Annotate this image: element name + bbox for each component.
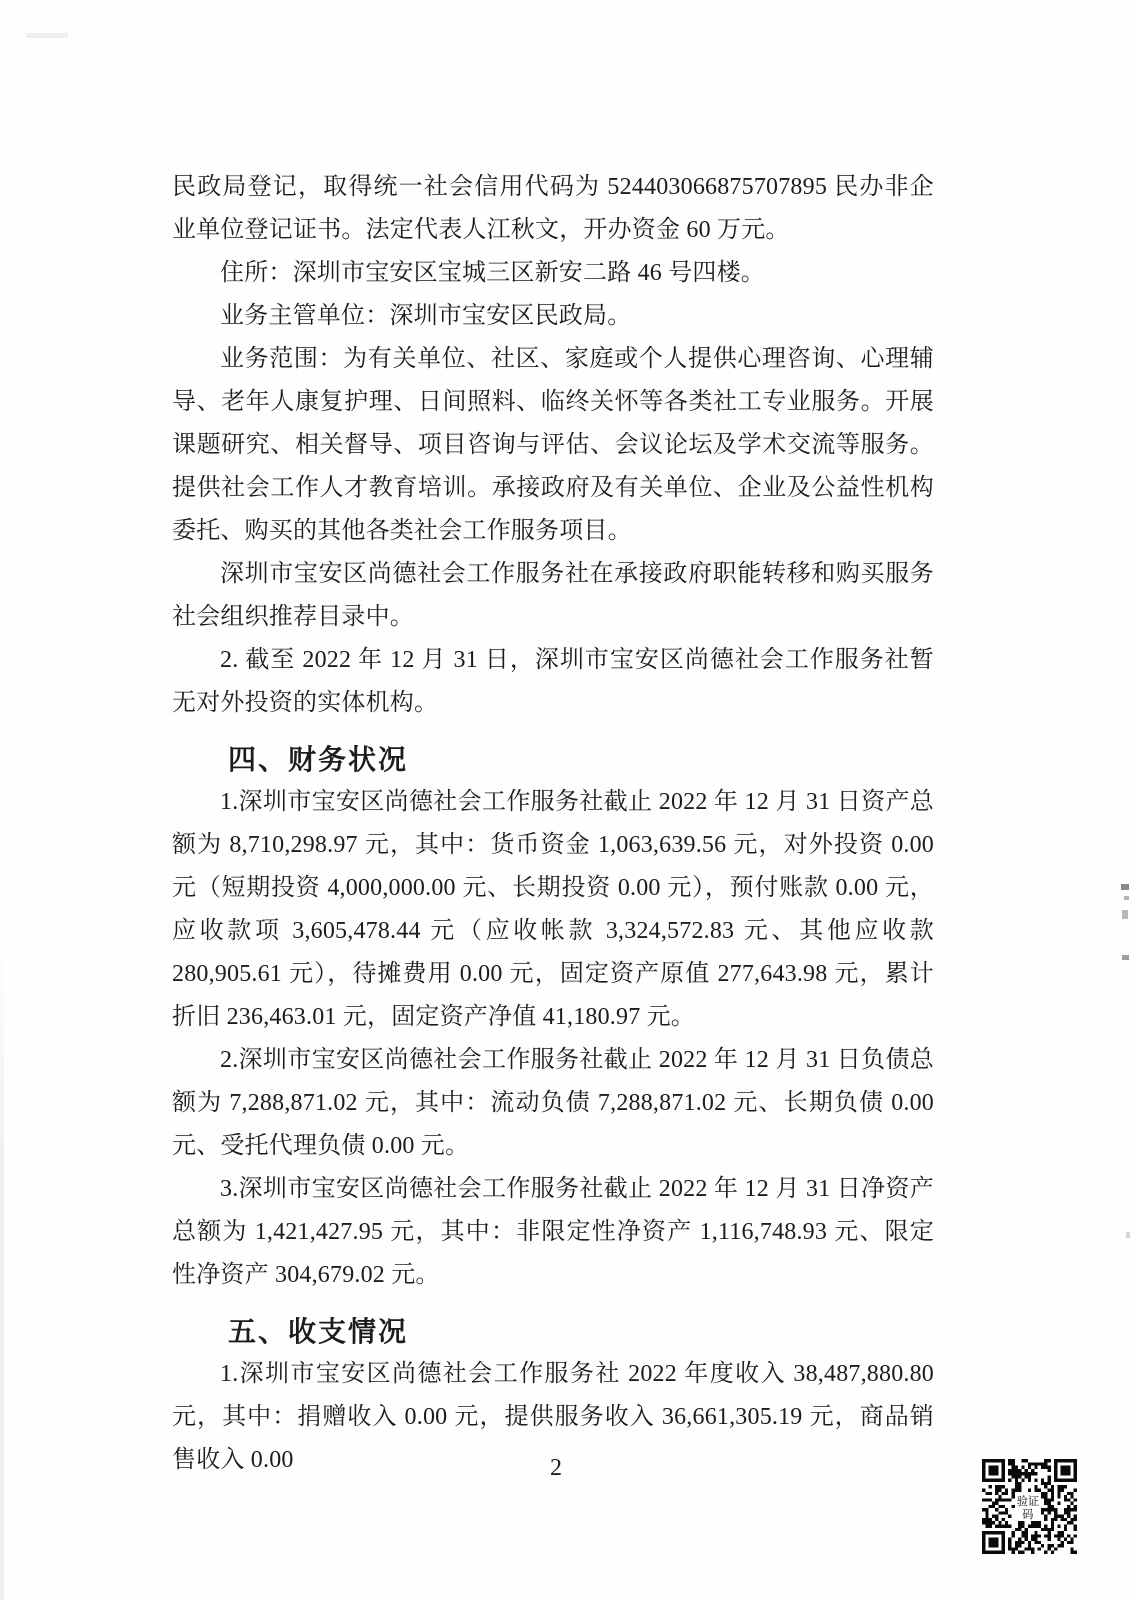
svg-text:码: 码 [1022,1508,1034,1521]
qr-code [982,1458,1077,1555]
paragraph: 3.深圳市宝安区尚德社会工作服务社截止 2022 年 12 月 31 日净资产总额为 1,421,427.95 元，其中：非限定性净资产 1,116,748.93 元、限定性净资产 304,679.02 元。 [172,1176,934,1288]
scan-artifact [26,33,68,38]
section-heading: 四、财务状况 [228,744,409,775]
paragraph: 2.深圳市宝安区尚德社会工作服务社截止 2022 年 12 月 31 日负债总额为 7,288,871.02 元，其中：流动负债 7,288,871.02 元、长期负债 0.00 元、受托代理负债 0.00 元。 [172,1047,934,1159]
paragraph: 民政局登记，取得统一社会信用代码为 524403066875707895 民办非企业单位登记证书。法定代表人江秋文，开办资金 60 万元。 [172,174,934,243]
scan-artifact [1124,896,1129,900]
qr-code-image [982,1458,1077,1555]
paragraph: 业务主管单位：深圳市宝安区民政局。 [220,303,632,329]
section-heading: 五、收支情况 [228,1316,409,1347]
paragraph: 业务范围：为有关单位、社区、家庭或个人提供心理咨询、心理辅导、老年人康复护理、日间照料、临终关怀等各类社工专业服务。开展课题研究、相关督导、项目咨询与评估、会议论坛及学术交流等服务。提供社会工作人才教育培训。承接政府及有关单位、企业及公益性机构委托、购买的其他各类社会工作服务项目。 [172,346,934,544]
paragraph: 2. 截至 2022 年 12 月 31 日，深圳市宝安区尚德社会工作服务社暂无对外投资的实体机构。 [172,647,934,716]
scan-artifact [1122,910,1128,919]
paragraph: 1.深圳市宝安区尚德社会工作服务社 2022 年度收入 38,487,880.80 元，其中：捐赠收入 0.00 元，提供服务收入 36,661,305.19 元，商品销售收入 0.00 [172,1361,934,1473]
paragraph: 1.深圳市宝安区尚德社会工作服务社截止 2022 年 12 月 31 日资产总额为 8,710,298.97 元，其中：货币资金 1,063,639.56 元，对外投资 0.00 元（短期投资 4,000,000.00 元、长期投资 0.00 元），预付账款 0.00 元，应收款项 3,605,478.44 元（应收帐款 3,324,572.83 元、其他应收款 280,905.61 元），待摊费用 0.00 元，固定资产原值 277,643.98 元，累计折旧 236,463.01 元，固定资产净值 41,180.97 元。 [172,789,934,1030]
scan-artifact [1121,884,1129,890]
svg-text:验证: 验证 [1016,1495,1039,1508]
scan-artifact [1122,955,1129,960]
paragraph: 深圳市宝安区尚德社会工作服务社在承接政府职能转移和购买服务社会组织推荐目录中。 [172,561,934,630]
scan-artifact [1126,1232,1130,1238]
paragraph: 住所：深圳市宝安区宝城三区新安二路 46 号四楼。 [220,260,765,286]
scan-artifact [0,940,4,1600]
page-number: 2 [550,1455,562,1481]
document-body [172,166,934,1482]
